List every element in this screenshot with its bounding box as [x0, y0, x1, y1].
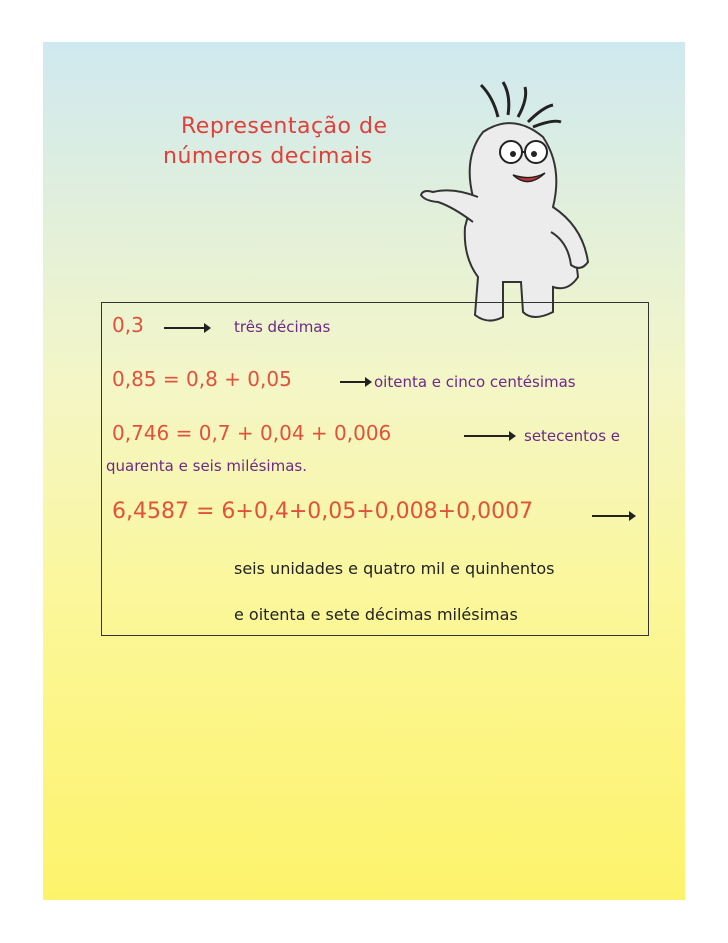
row2-equation: 0,85 = 0,8 + 0,05 — [112, 367, 292, 391]
title-line-1: Representação de — [181, 114, 388, 139]
page-title — [163, 112, 387, 172]
title-line-2: números decimais — [163, 144, 373, 169]
arrow-icon — [340, 381, 370, 383]
arrow-icon — [164, 327, 209, 329]
arrow-icon — [464, 435, 514, 437]
row4-description-line1: seis unidades e quatro mil e quinhentos — [234, 559, 555, 578]
row4-description-line2: e oitenta e sete décimas milésimas — [234, 605, 518, 624]
cartoon-character-icon — [403, 77, 603, 327]
row1-number: 0,3 — [112, 313, 144, 337]
row4-equation: 6,4587 = 6+0,4+0,05+0,008+0,0007 — [112, 499, 534, 524]
row3-continuation: quarenta e seis milésimas. — [106, 457, 307, 475]
row3-equation: 0,746 = 0,7 + 0,04 + 0,006 — [112, 421, 392, 445]
decimal-examples-box — [101, 302, 649, 636]
row3-description: setecentos e — [524, 427, 621, 445]
arrow-icon — [592, 515, 634, 517]
slide-page — [43, 42, 685, 900]
row1-description: três décimas — [234, 318, 331, 336]
row2-description: oitenta e cinco centésimas — [374, 373, 576, 391]
